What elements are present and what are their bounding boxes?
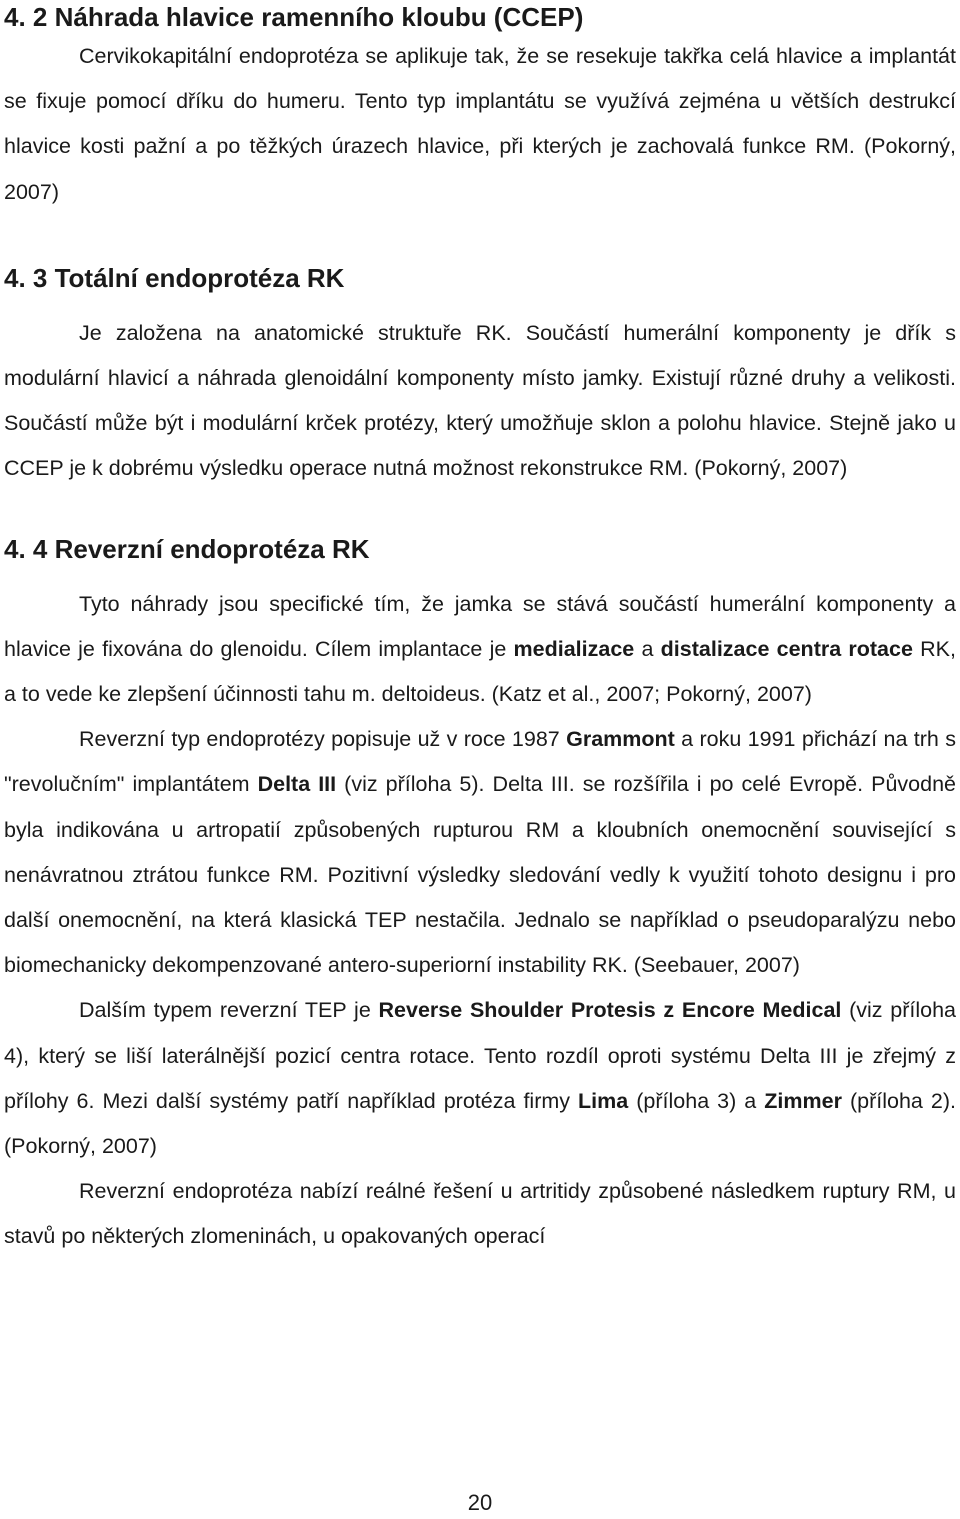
- paragraph-reverse-history: [4, 717, 956, 988]
- text-run: (příloha 3) a: [628, 1088, 765, 1113]
- text-run: (viz příloha 4), který se liší laterálnější pozicí centra rotace. Tento rozdíl oproti systému Delta III je zřejmý z přílohy 6. Mezi další systémy patří například protéza firmy: [4, 998, 957, 1113]
- paragraph-reverse-systems: [4, 988, 956, 1169]
- spacer: [4, 215, 956, 261]
- bold-term-delta-iii: Delta III: [257, 772, 337, 797]
- document-page: [4, 0, 956, 1260]
- paragraph-reverse-intro: [4, 582, 956, 718]
- text-run: Tyto náhrady jsou specifické tím, že jamka se stává součástí humerální komponenty a hlavice je fixována do glenoidu. Cílem implantace je: [4, 591, 956, 661]
- text-run: RK, a to vede ke zlepšení účinnosti tahu m. deltoideus. (Katz et al., 2007; Pokorný, 2007): [4, 636, 956, 707]
- text-run: (viz příloha 5). Delta III. se rozšířila i po celé Evropě. Původně byla indikována u artropatií způsobených rupturou RM a kloubních onemocnění související s nenávratnou ztrátou funkce RM. Pozitivní výsledky sledování vedly k využití tohoto designu i pro další onemocnění, na která klasická TEP nestačila. Jednalo se například o pseudoparalýzu nebo biomechanicky dekompenzované antero-superiorní instability RK. (Seebauer, 2007): [4, 772, 957, 978]
- section-heading-4-4: 4. 4 Reverzní endoprotéza RK: [4, 533, 370, 564]
- spacer: [4, 492, 956, 532]
- text-run: a: [634, 636, 661, 661]
- paragraph-ccep: Cervikokapitální endoprotéza se aplikuje tak, že se resekuje takřka celá hlavice a implantát se fixuje pomocí dříku do humeru. Tento typ implantátu se využívá zejména u větších destrukcí hlavice kosti pažní a po těžkých úrazech hlavice, při kterých je zachovalá funkce RM. (Pokorný, 2007): [4, 44, 956, 204]
- text-run: Dalším typem reverzní TEP je: [79, 998, 379, 1023]
- spacer: [4, 295, 956, 311]
- bold-term-lima: Lima: [578, 1088, 629, 1113]
- paragraph-reverse-indications: Reverzní endoprotéza nabízí reálné řešení u artritidy způsobené následkem ruptury RM, u stavů po některých zlomeninách, u opakovaných operací: [4, 1179, 956, 1249]
- page-number: 20: [467, 1490, 493, 1515]
- section-heading-4-2: 4. 2 Náhrada hlavice ramenního kloubu (CCEP): [4, 2, 584, 32]
- bold-term-grammont: Grammont: [566, 727, 675, 752]
- section-heading-4-3: 4. 3 Totální endoprotéza RK: [4, 262, 345, 293]
- paragraph-total-endoprosthesis: Je založena na anatomické struktuře RK. Součástí humerální komponenty je dřík s modulární hlavicí a náhrada glenoidální komponenty místo jamky. Existují různé druhy a velikosti. Součástí může být i modulární krček protézy, který umožňuje sklon a polohu hlavice. Stejně jako u CCEP je k dobrému výsledku operace nutná možnost rekonstrukce RM. (Pokorný, 2007): [4, 320, 956, 481]
- bold-term-medializace: medializace: [513, 636, 635, 661]
- bold-term-zimmer: Zimmer: [764, 1088, 842, 1113]
- text-run: (příloha 2). (Pokorný, 2007): [4, 1088, 956, 1159]
- text-run: Reverzní typ endoprotézy popisuje už v roce 1987: [79, 727, 567, 752]
- bold-term-reverse-shoulder: Reverse Shoulder Protesis z Encore Medical: [378, 998, 842, 1023]
- spacer: [4, 566, 956, 582]
- bold-term-distalizace: distalizace centra rotace: [660, 636, 913, 661]
- text-run: a roku 1991 přichází na trh s "revolučním" implantátem: [4, 727, 956, 797]
